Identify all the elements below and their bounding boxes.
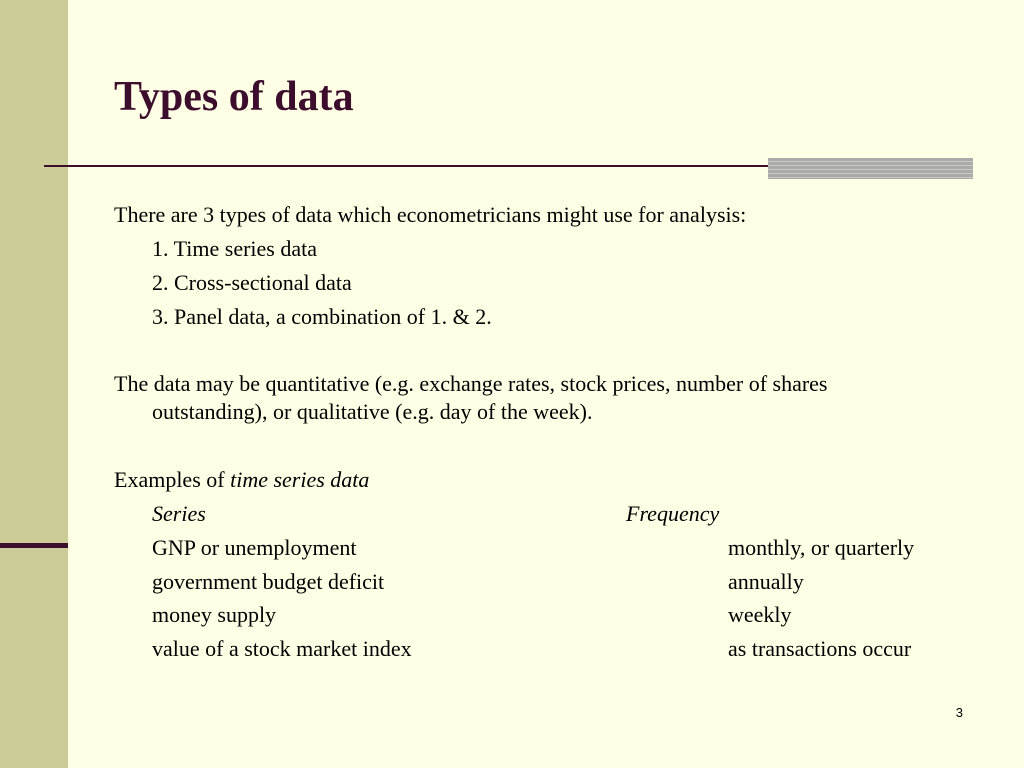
frequency-column-header: Frequency [626,501,720,526]
left-bar-accent-line [0,543,68,548]
data-type-item-2: 2. Cross-sectional data [152,270,352,295]
frequency-cell: weekly [728,602,792,627]
paragraph-line-1: The data may be quantitative (e.g. exchange rates, stock prices, number of shares [114,371,828,396]
series-column-header: Series [152,501,206,526]
examples-emphasis: time series data [230,467,370,492]
slide-title: Types of data [114,74,354,120]
frequency-cell: monthly, or quarterly [728,535,915,560]
examples-prefix: Examples of [114,467,231,492]
series-cell: government budget deficit [152,569,385,594]
paragraph-line-2: outstanding), or qualitative (e.g. day of the week). [152,399,593,424]
slide-number: 3 [955,705,963,720]
frequency-cell: annually [728,569,804,594]
data-type-item-3: 3. Panel data, a combination of 1. & 2. [152,304,492,329]
left-decorative-bar [0,0,68,768]
title-divider-block [768,158,973,179]
intro-text: There are 3 types of data which econometricians might use for analysis: [114,202,747,227]
series-cell: money supply [152,602,277,627]
data-type-item-1: 1. Time series data [152,236,317,261]
quantitative-qualitative-paragraph [114,370,964,426]
examples-heading [114,463,369,497]
series-cell: GNP or unemployment [152,535,357,560]
frequency-cell: as transactions occur [728,636,912,661]
series-cell: value of a stock market index [152,636,412,661]
